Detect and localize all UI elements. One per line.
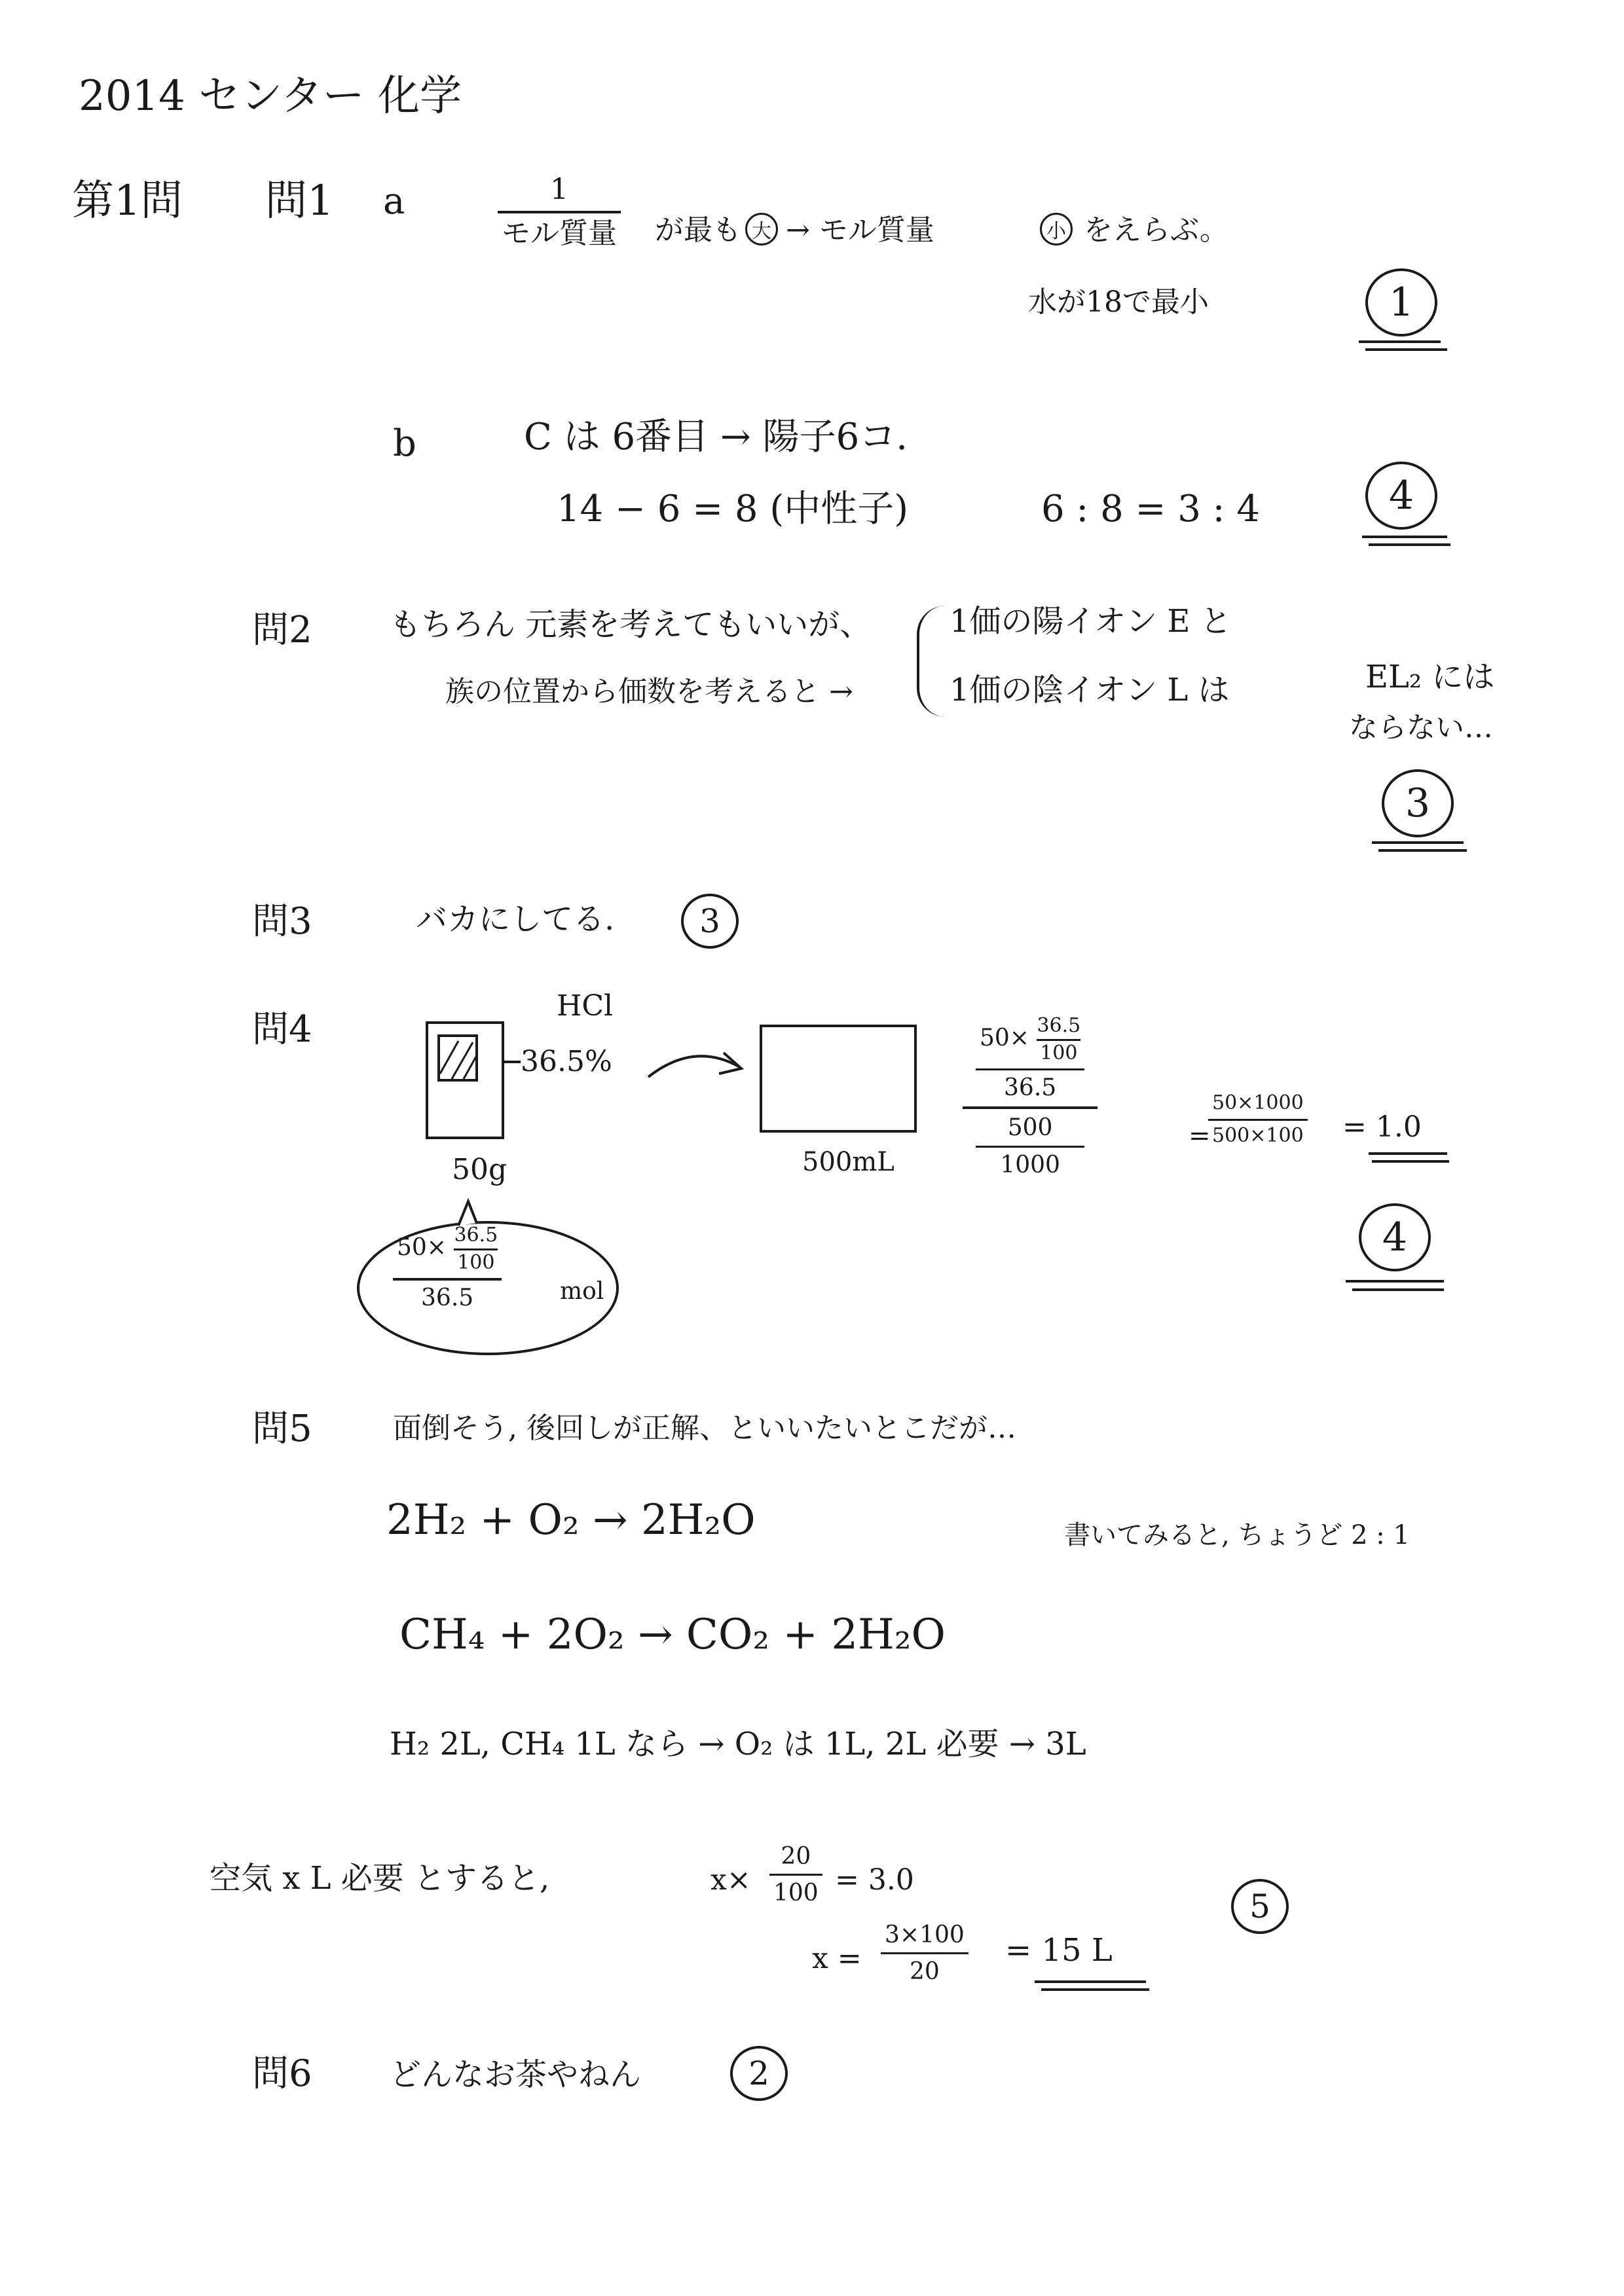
question-4-label: 問4 <box>252 1008 312 1051</box>
q2-answer: 3 <box>1382 769 1454 837</box>
q5-calc2-num: 3×100 <box>885 1922 965 1948</box>
q4-calc-top-frac-num: 36.5 <box>1037 1014 1081 1037</box>
q4-bubble-den: 36.5 <box>421 1285 474 1311</box>
q3-text: バカにしてる. <box>416 901 615 938</box>
q1a-fraction-numerator: 1 <box>550 173 568 206</box>
q4-calc-top-coef: 50× <box>980 1025 1029 1051</box>
q1a-text-molar: → モル質量 <box>786 213 934 247</box>
q1a-note: 水が18で最小 <box>1028 285 1209 319</box>
q5-eq3: H₂ 2L, CH₄ 1L なら → O₂ は 1L, 2L 必要 → 3L <box>390 1726 1086 1762</box>
bubble-tail <box>458 1201 477 1226</box>
question-2-label: 問2 <box>252 609 312 651</box>
q6-text: どんなお茶やねん <box>390 2056 642 2093</box>
q5-calc1-den: 100 <box>773 1880 819 1907</box>
q1b-line1: C は 6番目 → 陽子6コ. <box>524 416 908 458</box>
q4-bubble-frac-den: 100 <box>457 1250 495 1274</box>
q1a-small-circled: 小 <box>1040 213 1073 246</box>
q2-result-line2: ならない… <box>1349 711 1493 744</box>
q1b-answer: 4 <box>1365 462 1437 530</box>
q5-eq1-note: 書いてみると, ちょうど 2 : 1 <box>1064 1520 1410 1550</box>
q4-equals: = <box>1189 1121 1211 1151</box>
q2-bracket-line2: 1価の陰イオン L は <box>950 672 1230 708</box>
q5-calc1-post: = 3.0 <box>835 1863 914 1897</box>
q4-calc-bottom-den: 1000 <box>1000 1151 1060 1178</box>
q4-answer: 4 <box>1359 1203 1431 1271</box>
q5-calc1-pre: x× <box>710 1863 751 1897</box>
q1a-label: a <box>383 180 405 223</box>
q5-eq2: CH₄ + 2O₂ → CO₂ + 2H₂O <box>399 1611 946 1659</box>
q1b-line2: 14 − 6 = 8 (中性子) <box>557 488 909 530</box>
q4-hcl: HCl <box>557 989 614 1023</box>
q3-answer: 3 <box>681 894 739 949</box>
question-3-label: 問3 <box>252 900 312 943</box>
q1b-ratio: 6 : 8 = 3 : 4 <box>1041 488 1260 530</box>
q4-calc-bottom-num: 500 <box>1007 1114 1053 1142</box>
question-6-label: 問6 <box>252 2052 312 2095</box>
q4-mass: 50g <box>452 1153 507 1186</box>
q2-bracket-line1: 1価の陽イオン E と <box>950 603 1232 640</box>
q2-line1: もちろん 元素を考えてもいいが、 <box>390 606 872 643</box>
q5-answer: 5 <box>1231 1879 1289 1934</box>
q5-calc2-den: 20 <box>909 1958 940 1986</box>
part-label: 第1問 <box>72 177 183 225</box>
q5-calc2-post: = 15 L <box>1005 1932 1113 1969</box>
q6-answer: 2 <box>730 2046 788 2101</box>
question-5-label: 問5 <box>252 1408 312 1450</box>
q4-calc-top-frac-den: 100 <box>1040 1041 1078 1065</box>
q1a-answer: 1 <box>1365 268 1437 337</box>
page-title: 2014 センター 化学 <box>79 72 462 120</box>
q4-simplified-den: 500×100 <box>1212 1123 1304 1147</box>
q1a-fraction-denominator: モル質量 <box>502 216 617 250</box>
q5-eq1: 2H₂ + O₂ → 2H₂O <box>386 1496 756 1544</box>
q5-calc1-num: 20 <box>781 1843 811 1870</box>
q1a-text-most: が最も <box>655 213 741 247</box>
q2-result-line1: EL₂ には <box>1365 659 1495 695</box>
q4-result: = 1.0 <box>1342 1110 1422 1144</box>
q1a-text-choose: をえらぶ。 <box>1084 213 1228 247</box>
question-1-label: 問1 <box>265 177 334 225</box>
q5-air: 空気 x L 必要 とすると, <box>210 1860 550 1897</box>
q4-bubble-coef: 50× <box>397 1234 447 1261</box>
q4-simplified-num: 50×1000 <box>1212 1091 1304 1114</box>
q1a-big-circled: 大 <box>745 213 778 246</box>
q4-bubble-unit: mol <box>560 1278 604 1305</box>
q1b-label: b <box>393 422 416 465</box>
q4-calc-top-den: 36.5 <box>1004 1074 1057 1101</box>
dilution-arrow <box>648 1056 740 1077</box>
bottle-hatching <box>440 1041 477 1079</box>
q4-percent: 36.5% <box>521 1045 612 1078</box>
q4-bubble-frac-num: 36.5 <box>454 1224 498 1247</box>
q4-volume: 500mL <box>802 1147 895 1177</box>
q5-intro: 面倒そう, 後回しが正解、といいたいとこだが… <box>393 1412 1016 1445</box>
q2-line2: 族の位置から価数を考えると → <box>445 675 853 708</box>
q5-calc2-pre: x = <box>812 1942 862 1975</box>
